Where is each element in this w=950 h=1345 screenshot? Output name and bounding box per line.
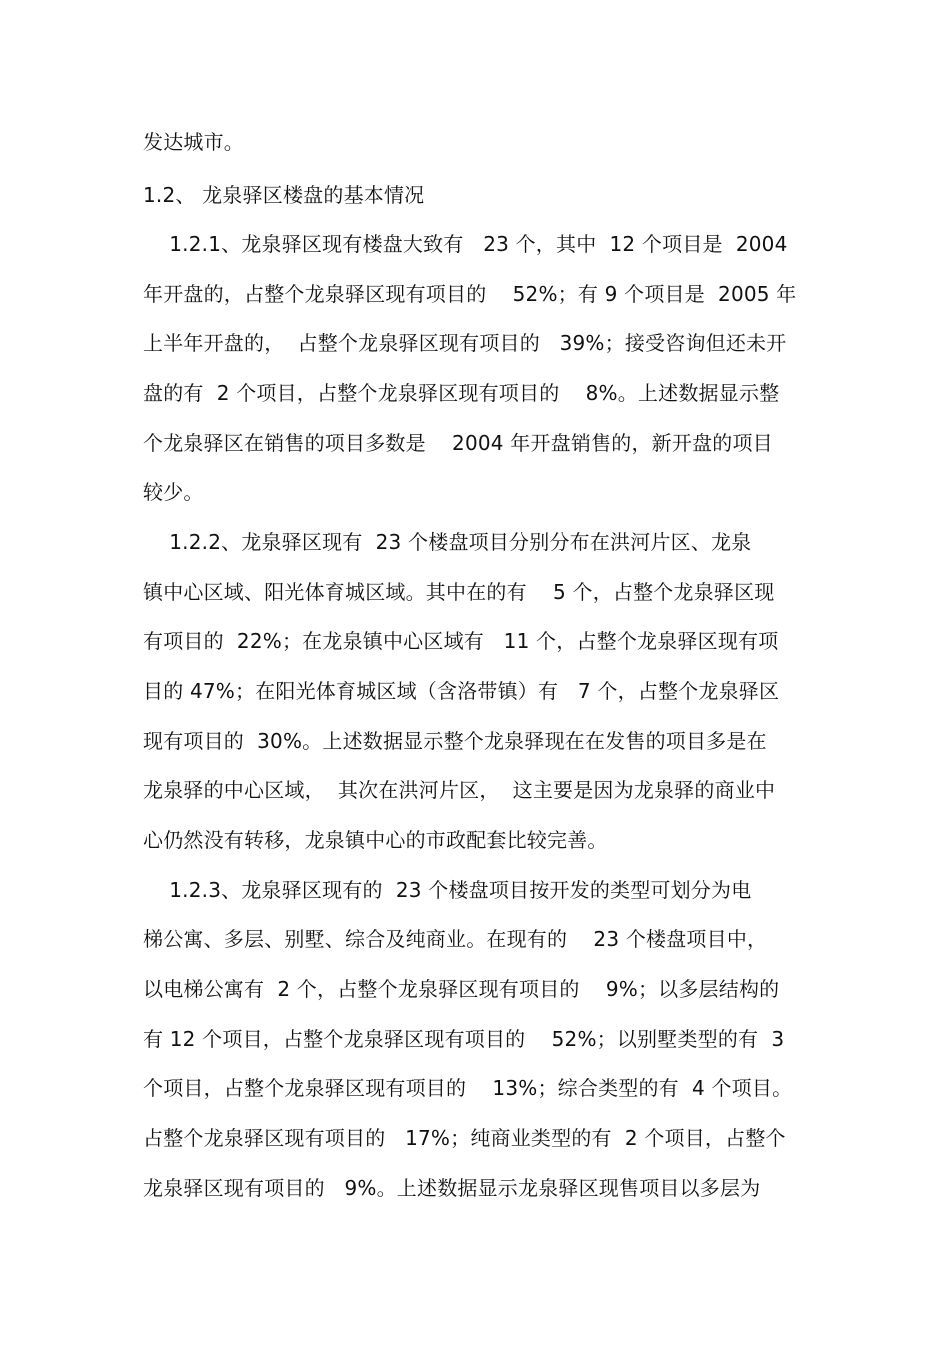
text-line: 梯公寓、多层、别墅、综合及纯商业。在现有的 23 个楼盘项目中， — [143, 927, 768, 951]
text-line: 有项目的 22%；在龙泉镇中心区域有 11 个，占整个龙泉驿区现有项 — [143, 629, 779, 653]
section-heading: 1.2、 龙泉驿区楼盘的基本情况 — [143, 183, 425, 207]
text-line: 占整个龙泉驿区现有项目的 17%；纯商业类型的有 2 个项目，占整个 — [143, 1126, 786, 1150]
text-line: 上半年开盘的， 占整个龙泉驿区现有项目的 39%；接受咨询但还未开 — [143, 331, 787, 355]
text-line: 以电梯公寓有 2 个，占整个龙泉驿区现有项目的 9%；以多层结构的 — [143, 977, 780, 1001]
text-line: 发达城市。 — [143, 130, 244, 154]
text-line: 龙泉驿区现有项目的 9%。上述数据显示龙泉驿区现售项目以多层为 — [143, 1176, 761, 1200]
text-line: 现有项目的 30%。上述数据显示整个龙泉驿现在在发售的项目多是在 — [143, 729, 767, 753]
text-line: 有 12 个项目，占整个龙泉驿区现有项目的 52%；以别墅类型的有 3 — [143, 1027, 785, 1051]
text-line: 1.2.3、龙泉驿区现有的 23 个楼盘项目按开发的类型可划分为电 — [143, 878, 752, 902]
text-line: 1.2.2、龙泉驿区现有 23 个楼盘项目分别分布在洪河片区、龙泉 — [143, 530, 752, 554]
text-line: 镇中心区域、阳光体育城区域。其中在的有 5 个，占整个龙泉驿区现 — [143, 580, 775, 604]
text-line: 个项目，占整个龙泉驿区现有项目的 13%；综合类型的有 4 个项目。 — [143, 1076, 793, 1100]
text-line: 目的 47%；在阳光体育城区域（含洛带镇）有 7 个，占整个龙泉驿区 — [143, 679, 780, 703]
text-line: 较少。 — [143, 480, 204, 504]
text-line: 1.2.1、龙泉驿区现有楼盘大致有 23 个，其中 12 个项目是 2004 — [143, 232, 788, 256]
text-line: 盘的有 2 个项目，占整个龙泉驿区现有项目的 8%。上述数据显示整 — [143, 381, 780, 405]
text-line: 年开盘的，占整个龙泉驿区现有项目的 52%；有 9 个项目是 2005 年 — [143, 282, 797, 306]
text-line: 龙泉驿的中心区域， 其次在洪河片区， 这主要是因为龙泉驿的商业中 — [143, 778, 776, 802]
text-line: 心仍然没有转移，龙泉镇中心的市政配套比较完善。 — [143, 828, 608, 852]
text-line: 个龙泉驿区在销售的项目多数是 2004 年开盘销售的，新开盘的项目 — [143, 431, 773, 455]
